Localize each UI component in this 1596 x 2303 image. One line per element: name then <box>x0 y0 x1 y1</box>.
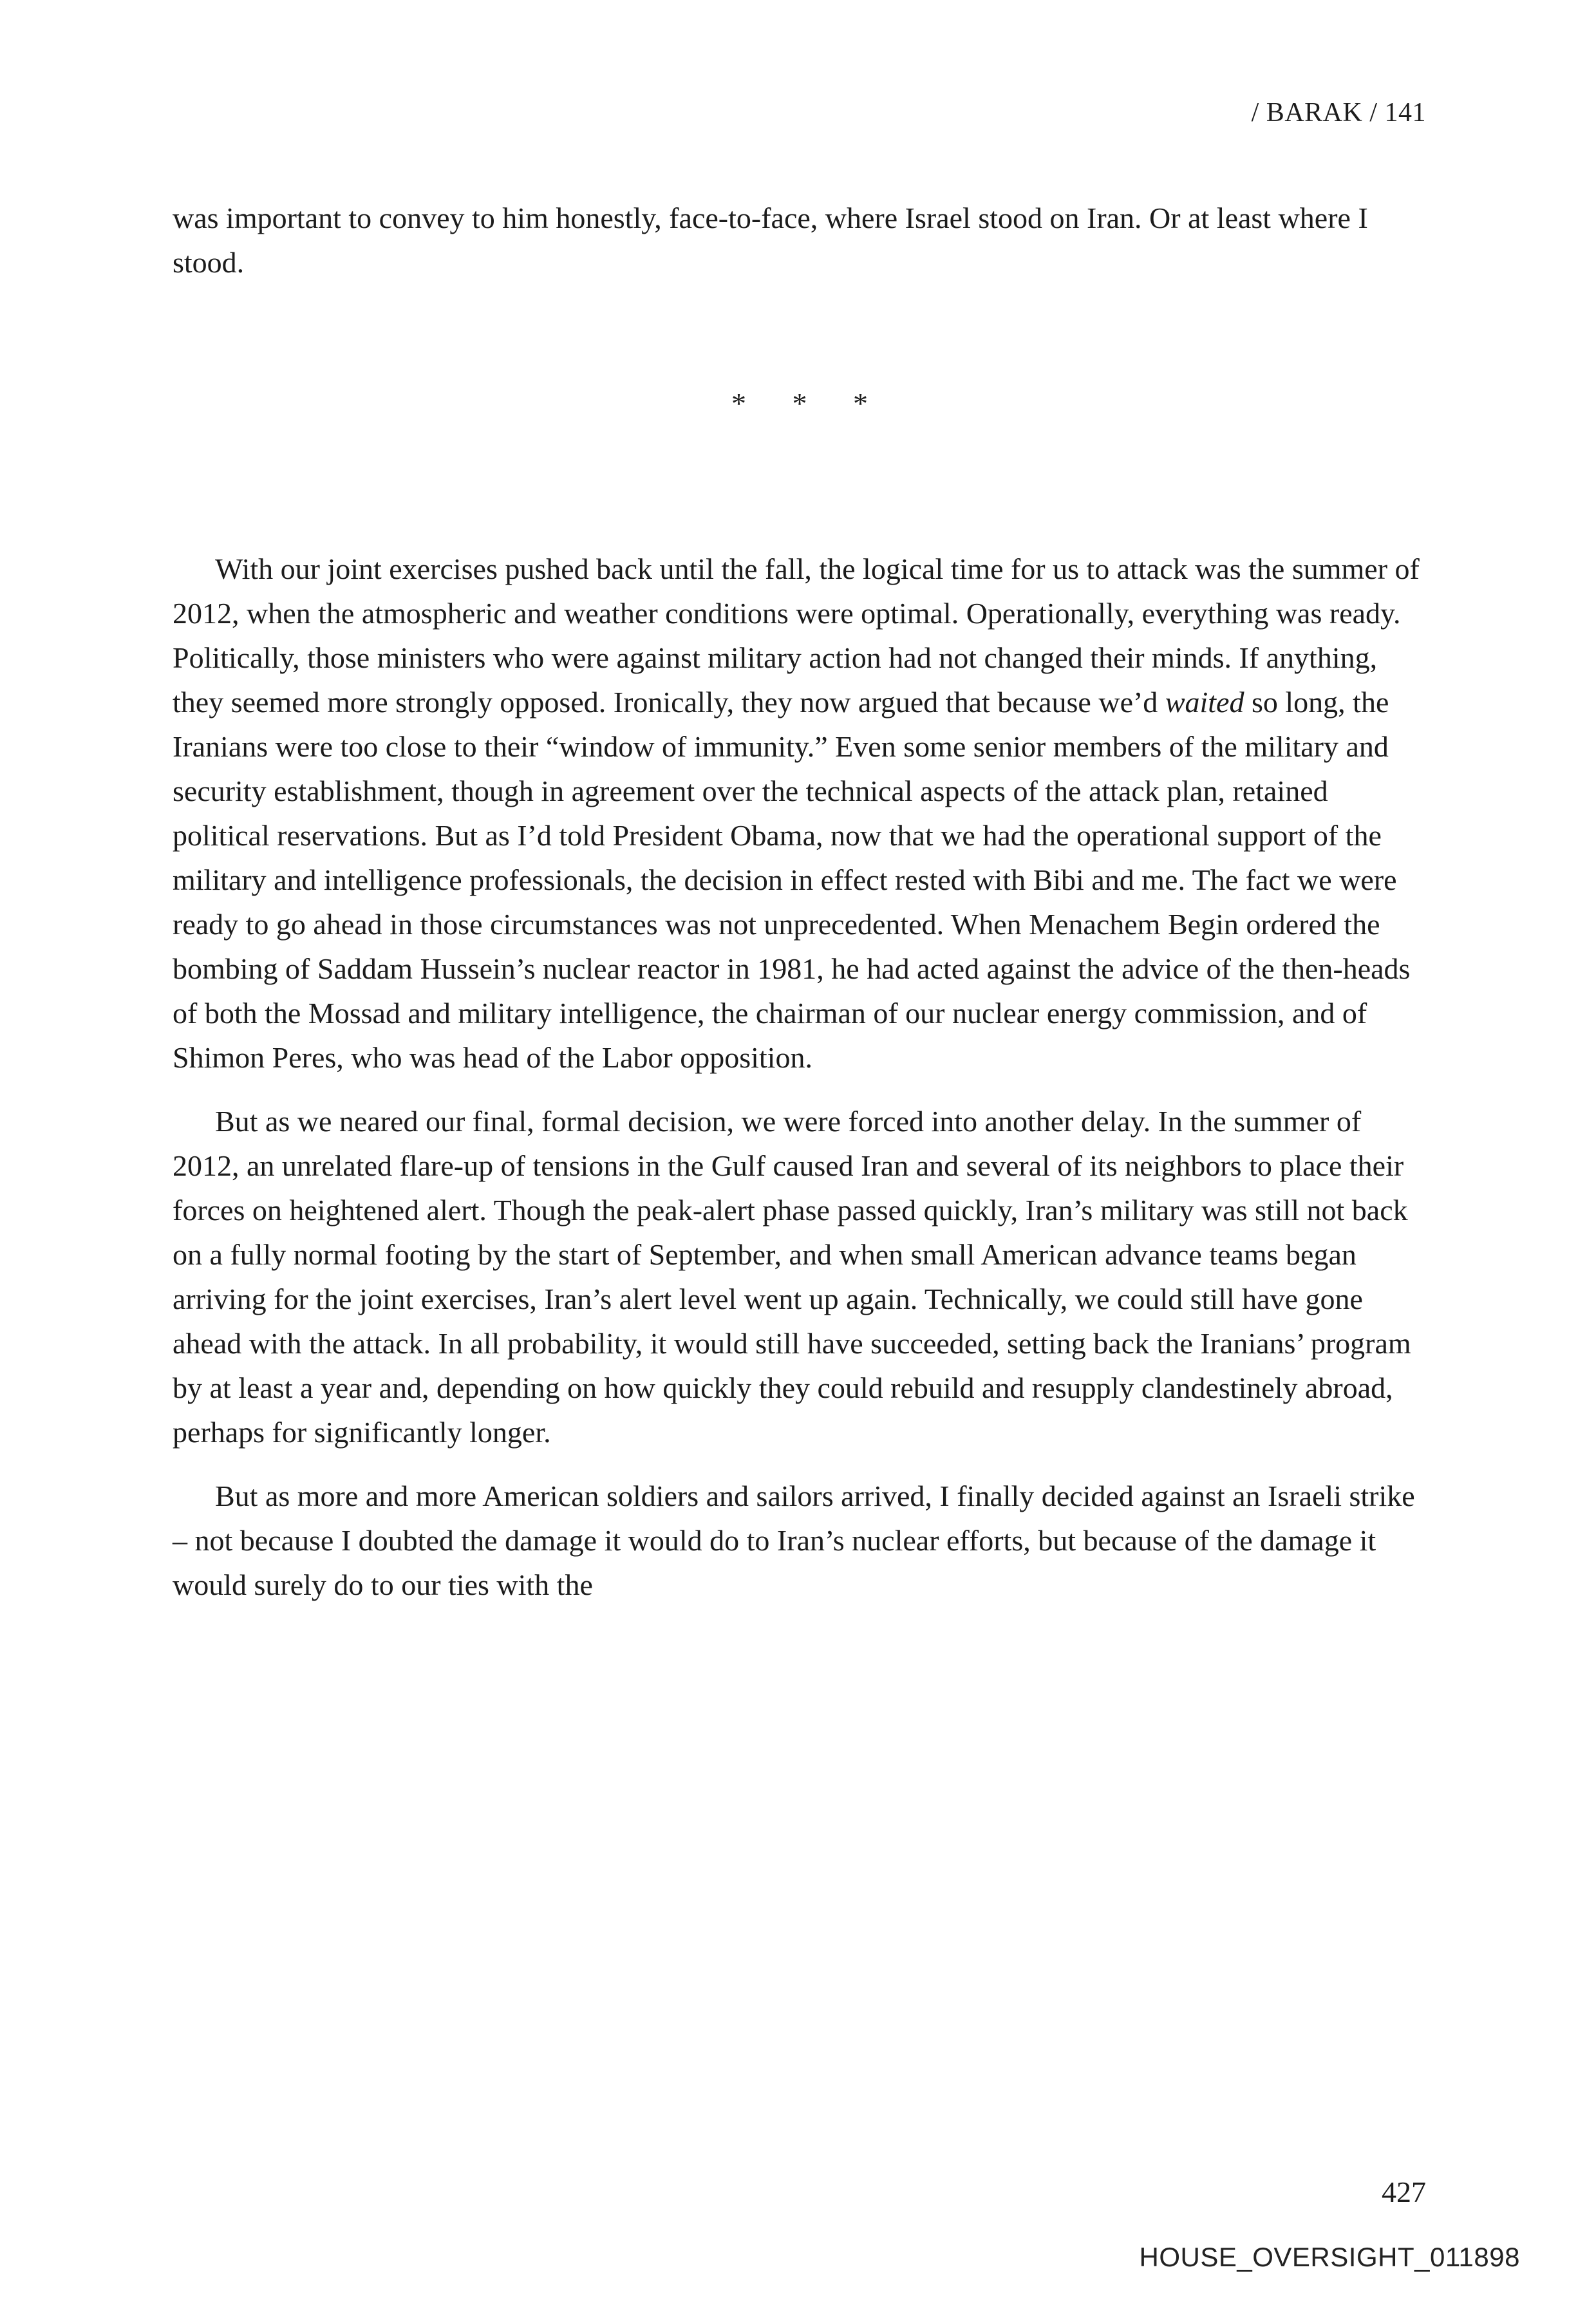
paragraph: But as more and more American soldiers and sailors arrived, I finally decided against an Israeli strike – not because I doubted the damage it would do to Iran’s nuclear efforts, but because of the damage it would surely do to our ties with the <box>173 1480 1415 1602</box>
paragraph: But as we neared our final, formal decision, we were forced into another delay. In the summer of 2012, an unrelated flare-up of tensions in the Gulf caused Iran and several of its neighbors to place their forces on heightened alert. Though the peak-alert phase passed quickly, Iran’s military was still not back on a fully normal footing by the start of September, and when small American advance teams began arriving for the joint exercises, Iran’s alert level went up again. Technically, we could still have gone ahead with the attack. In all probability, it would still have succeeded, setting back the Iranians’ program by at least a year and, depending on how quickly they could rebuild and resupply clandestinely abroad, perhaps for significantly longer. <box>173 1105 1411 1449</box>
document-stamp: HOUSE_OVERSIGHT_011898 <box>1139 2242 1520 2272</box>
paragraph-text: With our joint exercises pushed back until the fall, the logical time for us to attack was the summer of 2012, when the atmospheric and weather conditions were optimal. Operationally, everything was ready. Politically, those ministers who were against military action had not changed their minds. If anything, they seemed more strongly opposed. Ironically, they now argued that because we’d <box>173 552 1420 719</box>
text-block <box>173 196 1428 1607</box>
section-separator: * * * <box>731 387 869 420</box>
paragraph-text: so long, the Iranians were too close to their “window of immunity.” Even some senior members of the military and security establishment, though in agreement over the technical aspects of the attack plan, retained political reservations. But as I’d told President Obama, now that we had the operational support of the military and intelligence professionals, the decision in effect rested with Bibi and me. The fact we were ready to go ahead in those circumstances was not unprecedented. When Menachem Begin ordered the bombing of Saddam Hussein’s nuclear reactor in 1981, he had acted against the advice of the then-heads of both the Mossad and military intelligence, the chairman of our nuclear energy commission, and of Shimon Peres, who was head of the Labor opposition. <box>173 686 1411 1075</box>
paragraph <box>173 547 1428 1080</box>
paragraph: was important to convey to him honestly, face-to-face, where Israel stood on Iran. Or at least where I stood. <box>173 202 1368 279</box>
running-header: / BARAK / 141 <box>1251 98 1426 127</box>
page-number: 427 <box>1382 2176 1426 2208</box>
paragraph-italic-word: waited <box>1165 686 1244 719</box>
